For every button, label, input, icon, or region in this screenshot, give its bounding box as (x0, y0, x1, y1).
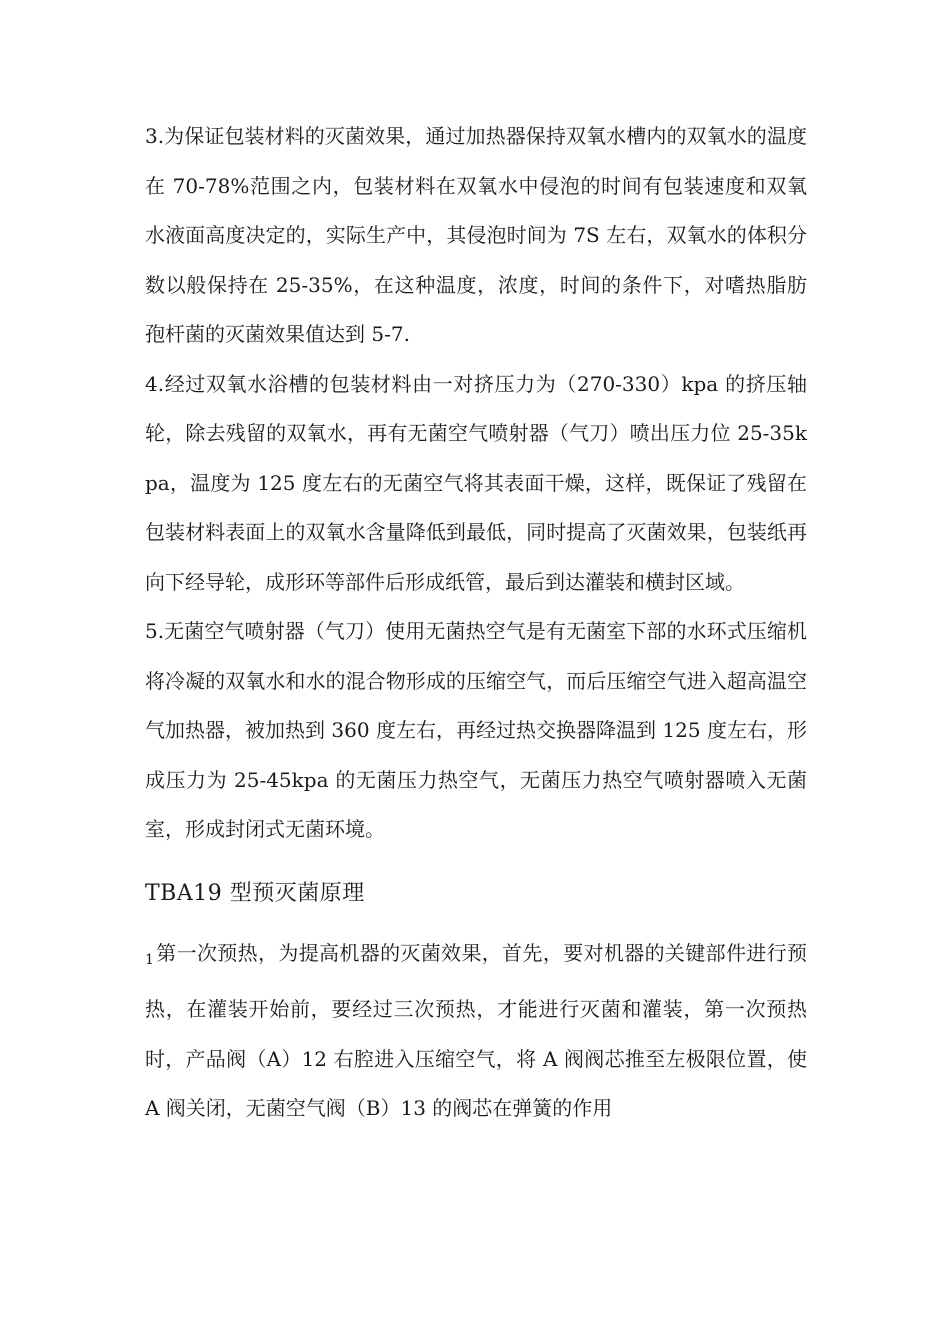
section-1-number: 1 (145, 951, 154, 968)
document-page (145, 112, 807, 1134)
section-1-paragraph (145, 929, 807, 1134)
paragraph-5: 5.无菌空气喷射器（气刀）使用无菌热空气是有无菌室下部的水环式压缩机将冷凝的双氧水和水的混合物形成的压缩空气，而后压缩空气进入超高温空气加热器，被加热到 360 度左右，再经过热交换器降温到 125 度左右，形成压力为 25-45kpa 的无菌压力热空气，无菌压力热空气喷射器喷入无菌室，形成封闭式无菌环境。 (145, 619, 807, 841)
paragraph-3: 3.为保证包装材料的灭菌效果，通过加热器保持双氧水槽内的双氧水的温度在 70-78%范围之内，包装材料在双氧水中侵泡的时间有包装速度和双氧水液面高度决定的，实际生产中，其侵泡时间为 7S 左右，双氧水的体积分数以般保持在 25-35%，在这种温度，浓度，时间的条件下，对嗜热脂肪孢杆菌的灭菌效果值达到 5-7. (145, 124, 807, 346)
section-heading (145, 879, 807, 909)
section-heading-text: TBA19 型预灭菌原理 (145, 880, 365, 906)
paragraph-4: 4.经过双氧水浴槽的包装材料由一对挤压力为（270-330）kpa 的挤压轴轮，除去残留的双氧水，再有无菌空气喷射器（气刀）喷出压力位 25-35kpa，温度为 125 度左右的无菌空气将其表面干燥，这样，既保证了残留在包装材料表面上的双氧水含量降低到最低，同时提高了灭菌效果，包装纸再向下经导轮，成形环等部件后形成纸管，最后到达灌装和横封区域。 (145, 371, 807, 594)
section-1-text: 第一次预热，为提高机器的灭菌效果，首先，要对机器的关键部件进行预热，在灌装开始前，要经过三次预热，才能进行灭菌和灌装，第一次预热时，产品阀（A）12 右腔进入压缩空气，将 A 阀阀芯推至左极限位置，使 A 阀关闭，无菌空气阀（B）13 的阀芯在弹簧的作用 (145, 940, 807, 1120)
